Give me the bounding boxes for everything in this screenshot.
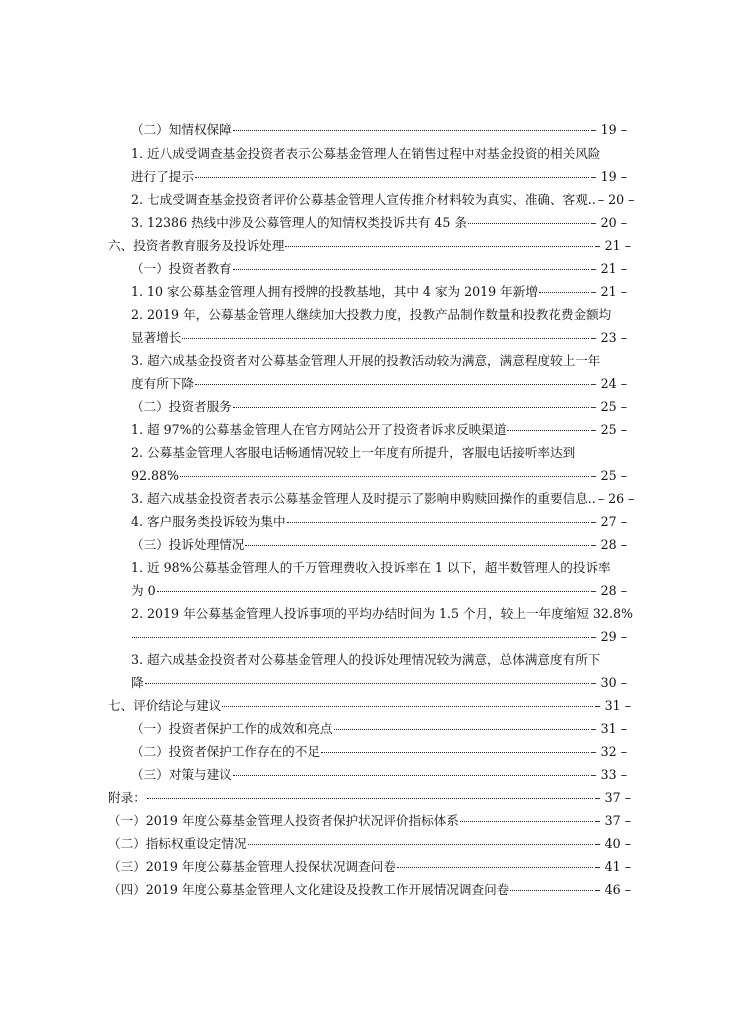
toc-page-number: – 20 – [597, 192, 635, 207]
toc-entry-text: （二）投资者保护工作存在的不足 [131, 744, 320, 759]
toc-entry-text: 3. 超六成基金投资者对公募基金管理人开展的投教活动较为满意，满意程度较上一年 [131, 353, 601, 368]
toc-entry[interactable] [131, 488, 635, 510]
toc-entry-section[interactable] [131, 396, 627, 418]
toc-entry-continuation[interactable] [131, 465, 627, 487]
toc-entry-text: 3. 超六成基金投资者表示公募基金管理人及时提示了影响申购赎回操作的重要信息.. [131, 491, 596, 506]
dot-leader [285, 246, 593, 247]
dot-leader [147, 798, 594, 799]
toc-entry-text: 六、投资者教育服务及投诉处理 [108, 238, 285, 253]
dot-leader [334, 729, 590, 730]
toc-entry-continuation[interactable] [131, 166, 627, 188]
dot-leader [539, 292, 589, 293]
toc-entry[interactable] [131, 212, 627, 234]
dot-leader [397, 867, 593, 868]
toc-page-number: – 46 – [594, 882, 631, 897]
toc-entry[interactable] [131, 442, 627, 464]
toc-entry-text: （一）投资者保护工作的成效和亮点 [131, 721, 333, 736]
dot-leader [195, 177, 589, 178]
toc-entry-section[interactable] [131, 534, 627, 556]
toc-entry-section[interactable] [131, 741, 627, 763]
toc-entry[interactable] [131, 557, 627, 579]
toc-entry-text: （三）对策与建议 [131, 767, 232, 782]
dot-leader [248, 844, 594, 845]
toc-page-number: – 28 – [590, 537, 627, 552]
toc-entry[interactable] [131, 143, 627, 165]
toc-entry-text: 3. 超六成基金投资者对公募基金管理人的投诉处理情况较为满意，总体满意度有所下 [131, 652, 601, 667]
toc-entry-text: （一）投资者教育 [131, 261, 232, 276]
toc-entry-text-continued: 显著增长 [131, 330, 182, 345]
toc-entry-text: （三）2019 年度公募基金管理人投保状况调查问卷 [108, 859, 396, 874]
dot-leader [507, 430, 589, 431]
toc-entry-text: （二）知情权保障 [131, 122, 232, 137]
toc-page-number: – 37 – [594, 813, 631, 828]
dot-leader [510, 890, 593, 891]
toc-entry-continuation[interactable] [131, 373, 627, 395]
toc-entry-text-continued: 92.88% [131, 468, 180, 483]
toc-entry[interactable] [131, 350, 627, 372]
toc-entry-text: 2. 2019 年公募基金管理人投诉事项的平均办结时间为 1.5 个月，较上一年度缩短 32.8% [131, 606, 633, 621]
toc-entry-text: 1. 超 97%的公募基金管理人在官方网站公开了投资者诉求反映渠道 [131, 422, 507, 437]
toc-page-number: – 26 – [597, 491, 635, 506]
toc-entry-appendix[interactable] [108, 787, 631, 809]
toc-entry-text: （四）2019 年度公募基金管理人文化建设及投教工作开展情况调查问卷 [108, 882, 510, 897]
toc-page-number: – 19 – [590, 122, 627, 137]
toc-entry-text: （二）投资者服务 [131, 399, 232, 414]
toc-entry[interactable] [131, 603, 633, 625]
dot-leader [195, 384, 589, 385]
dot-leader [233, 407, 590, 408]
toc-page-number: – 30 – [590, 675, 627, 690]
toc-page-number: – 21 – [594, 238, 631, 253]
toc-page-number: – 24 – [590, 376, 627, 391]
dot-leader [460, 821, 593, 822]
toc-entry-text: 2. 2019 年，公募基金管理人继续加大投教力度，投教产品制作数量和投教花费金额均 [131, 307, 612, 322]
dot-leader [182, 338, 589, 339]
toc-entry-text-continued: 为 0 [131, 583, 156, 598]
toc-entry[interactable] [131, 281, 627, 303]
toc-entry-text: 3. 12386 热线中涉及公募管理人的知情权类投诉共有 45 条 [131, 215, 467, 230]
toc-entry-text: 1. 近 98%公募基金管理人的千万管理费收入投诉率在 1 以下，超半数管理人的投诉率 [131, 560, 611, 575]
toc-entry[interactable] [131, 649, 627, 671]
toc-entry-text-continued: 降 [131, 675, 144, 690]
toc-entry-continuation[interactable] [131, 672, 627, 694]
toc-entry-continuation[interactable] [131, 580, 627, 602]
toc-page-number: – 25 – [590, 468, 627, 483]
toc-entry-appendix-item[interactable] [108, 879, 631, 901]
toc-entry-chapter[interactable] [108, 695, 631, 717]
toc-entry-chapter[interactable] [108, 235, 631, 257]
toc-entry-section[interactable] [131, 718, 627, 740]
toc-page-number: – 31 – [590, 721, 627, 736]
toc-page-number: – 41 – [594, 859, 631, 874]
dot-leader [245, 545, 589, 546]
toc-page-number: – 21 – [590, 284, 627, 299]
toc-entry-text: 2. 公募基金管理人客服电话畅通情况较上一年度有所提升，客服电话接听率达到 [131, 445, 576, 460]
toc-page-number: – 20 – [590, 215, 627, 230]
toc-page-number: – 25 – [590, 422, 627, 437]
toc-entry[interactable] [131, 419, 627, 441]
toc-page-number: – 40 – [594, 836, 631, 851]
toc-entry-appendix-item[interactable] [108, 856, 631, 878]
dot-leader [233, 269, 590, 270]
dot-leader [287, 522, 590, 523]
dot-leader [321, 752, 589, 753]
dot-leader [233, 130, 590, 131]
dot-leader [157, 591, 590, 592]
toc-entry-text: 七、评价结论与建议 [108, 698, 222, 713]
toc-entry-text: （二）指标权重设定情况 [108, 836, 247, 851]
toc-page-number: – 31 – [594, 698, 631, 713]
toc-entry-text: （一）2019 年度公募基金管理人投资者保护状况评价指标体系 [108, 813, 459, 828]
toc-page-number: – 28 – [590, 583, 627, 598]
toc-page-number: – 19 – [590, 169, 627, 184]
toc-page-number: – 37 – [594, 790, 631, 805]
toc-entry-text: 1. 10 家公募基金管理人拥有授牌的投教基地，其中 4 家为 2019 年新增 [131, 284, 538, 299]
toc-entry-text: 4. 客户服务类投诉较为集中 [131, 514, 286, 529]
dot-leader [132, 637, 589, 638]
toc-page-number: – 29 – [590, 629, 627, 644]
toc-entry-appendix-item[interactable] [108, 833, 631, 855]
toc-entry-section[interactable] [131, 258, 627, 280]
toc-page-number: – 21 – [590, 261, 627, 276]
toc-entry-section[interactable] [131, 764, 627, 786]
toc-entry[interactable] [131, 304, 627, 326]
dot-leader [180, 476, 589, 477]
toc-entry[interactable] [131, 119, 627, 141]
toc-page-number: – 23 – [590, 330, 627, 345]
toc-entry-appendix-item[interactable] [108, 810, 631, 832]
toc-entry-text-continued: 进行了提示 [131, 169, 194, 184]
dot-leader [145, 683, 590, 684]
dot-leader [233, 775, 590, 776]
dot-leader [222, 706, 593, 707]
toc-page-number: – 25 – [590, 399, 627, 414]
toc-entry-text: （三）投诉处理情况 [131, 537, 245, 552]
toc-page-number: – 33 – [590, 767, 627, 782]
toc-entry-text: 1. 近八成受调查基金投资者表示公募基金管理人在销售过程中对基金投资的相关风险 [131, 146, 601, 161]
toc-entry-text: 附录： [108, 790, 146, 805]
toc-page-number: – 32 – [590, 744, 627, 759]
toc-entry-continuation[interactable] [131, 327, 627, 349]
toc-entry-continuation[interactable] [131, 626, 627, 648]
dot-leader [468, 223, 589, 224]
toc-entry-text: 2. 七成受调查基金投资者评价公募基金管理人宣传推介材料较为真实、准确、客观.. [131, 192, 596, 207]
toc-entry-text-continued: 度有所下降 [131, 376, 194, 391]
toc-entry[interactable] [131, 511, 627, 533]
toc-entry[interactable] [131, 189, 635, 211]
toc-page-number: – 27 – [590, 514, 627, 529]
